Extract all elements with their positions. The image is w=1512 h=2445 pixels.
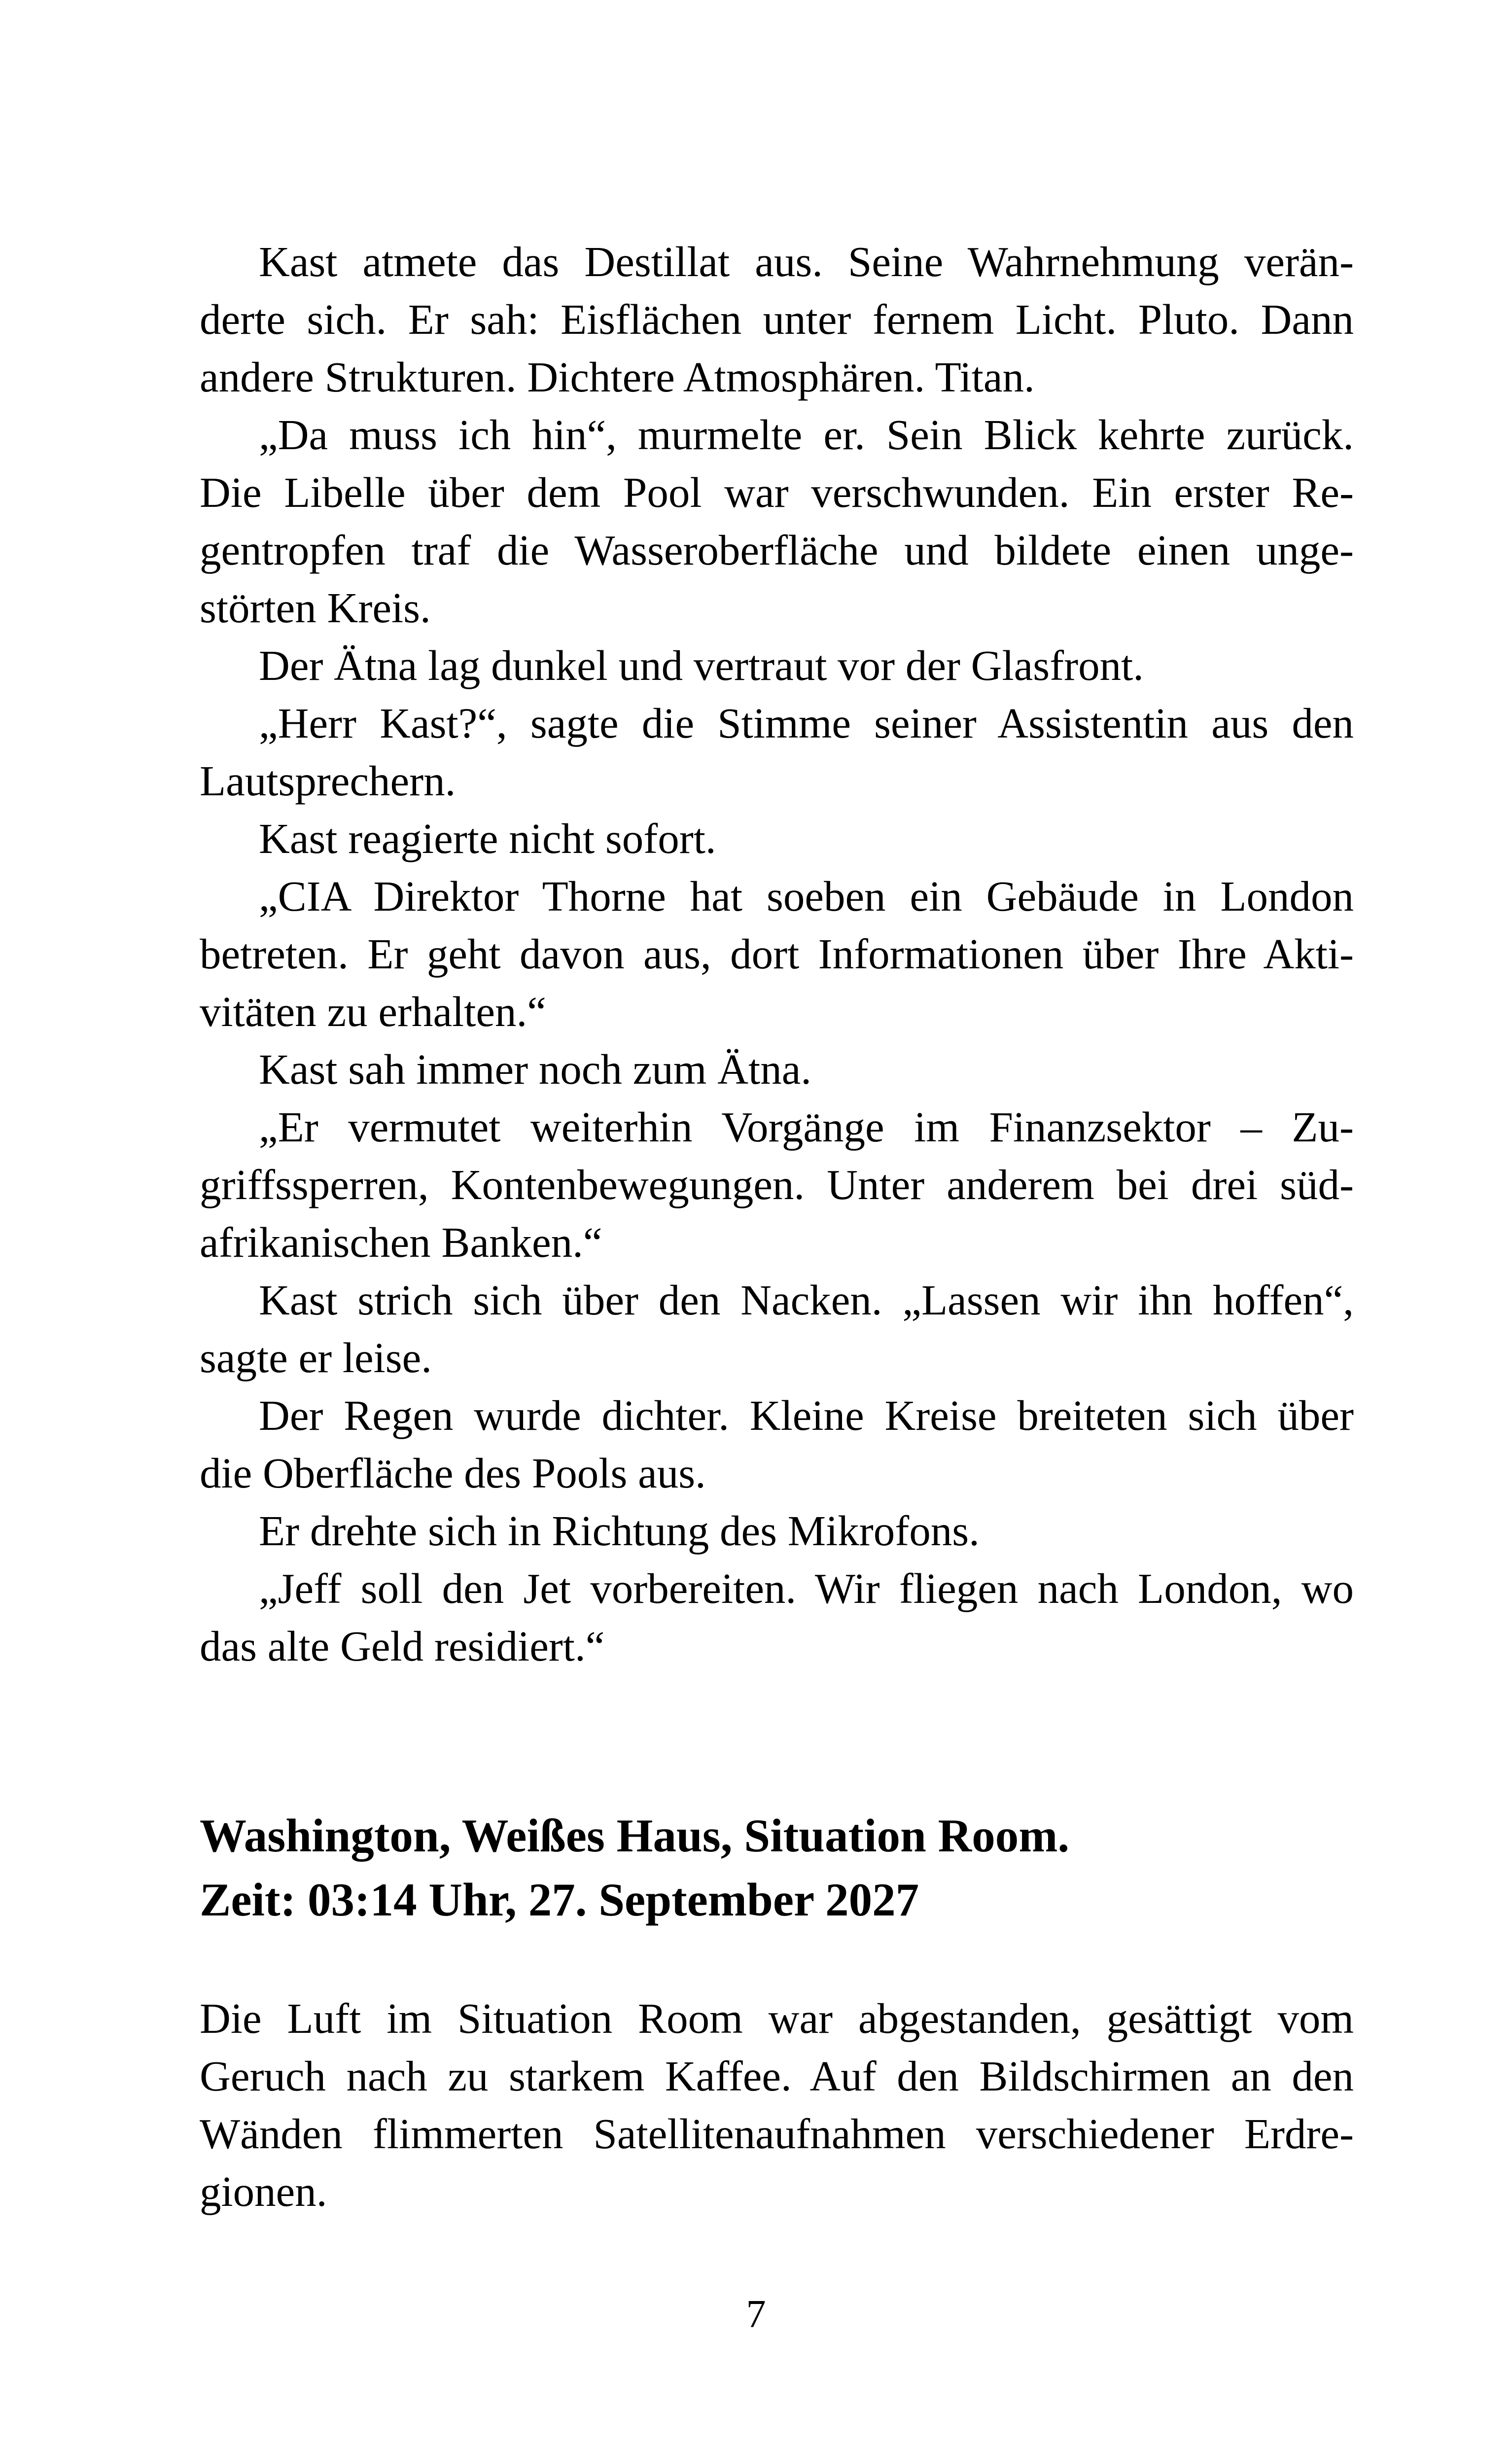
body-text-line: Er drehte sich in Richtung des Mikrofons. (259, 1507, 980, 1555)
body-text-line: Kast atmete das Destillat aus. Seine Wahrnehmung verän- (259, 238, 1354, 285)
body-text-line: störten Kreis. (200, 584, 431, 632)
section-body-line: Die Luft im Situation Room war abgestanden, gesättigt vom (200, 1994, 1354, 2042)
section-body-line: gionen. (200, 2167, 327, 2215)
body-text-line: die Oberfläche des Pools aus. (200, 1449, 706, 1497)
body-text-line: Der Ätna lag dunkel und vertraut vor der Glasfront. (259, 641, 1144, 689)
body-text-line: „Er vermutet weiterhin Vorgänge im Finanzsektor – Zu- (259, 1103, 1354, 1151)
body-text-line: andere Strukturen. Dichtere Atmosphären. Titan. (200, 353, 1035, 401)
body-text-line: vitäten zu erhalten.“ (200, 988, 546, 1035)
body-text-line: Lautsprechern. (200, 757, 456, 805)
body-text-line: Kast sah immer noch zum Ätna. (259, 1045, 812, 1093)
body-text-line: „Jeff soll den Jet vorbereiten. Wir fliegen nach London, wo (259, 1564, 1354, 1612)
body-text-line: derte sich. Er sah: Eisflächen unter fernem Licht. Pluto. Dann (200, 295, 1354, 343)
body-text-line: Die Libelle über dem Pool war verschwunden. Ein erster Re- (200, 468, 1354, 516)
section-heading-location: Washington, Weißes Haus, Situation Room. (200, 1809, 1070, 1862)
section-body-line: Geruch nach zu starkem Kaffee. Auf den Bildschirmen an den (200, 2052, 1354, 2100)
body-text-line: „Da muss ich hin“, murmelte er. Sein Blick kehrte zurück. (259, 411, 1354, 459)
body-text-line: gentropfen traf die Wasseroberfläche und bildete einen unge- (200, 526, 1354, 574)
body-text-line: sagte er leise. (200, 1334, 432, 1382)
body-text-line: Kast strich sich über den Nacken. „Lassen wir ihn hoffen“, (259, 1276, 1354, 1324)
body-text-line: das alte Geld residiert.“ (200, 1622, 605, 1670)
body-text-line: griffssperren, Kontenbewegungen. Unter anderem bei drei süd- (200, 1161, 1354, 1208)
body-text-line: „Herr Kast?“, sagte die Stimme seiner Assistentin aus den (259, 699, 1354, 747)
body-text-line: afrikanischen Banken.“ (200, 1218, 602, 1266)
body-text-line: betreten. Er geht davon aus, dort Informationen über Ihre Akti- (200, 930, 1354, 978)
body-text-line: Der Regen wurde dichter. Kleine Kreise breiteten sich über (259, 1391, 1354, 1439)
section-heading-time: Zeit: 03:14 Uhr, 27. September 2027 (200, 1874, 919, 1926)
body-text-line: Kast reagierte nicht sofort. (259, 815, 716, 862)
section-heading (200, 1804, 1354, 1932)
body-text-line: „CIA Direktor Thorne hat soeben ein Gebäude in London (259, 872, 1354, 920)
page-number: 7 (746, 2293, 766, 2336)
section-body-text (200, 1989, 1354, 2220)
body-text (200, 233, 1354, 1675)
section-body-line: Wänden flimmerten Satellitenaufnahmen verschiedener Erdre- (200, 2110, 1354, 2158)
